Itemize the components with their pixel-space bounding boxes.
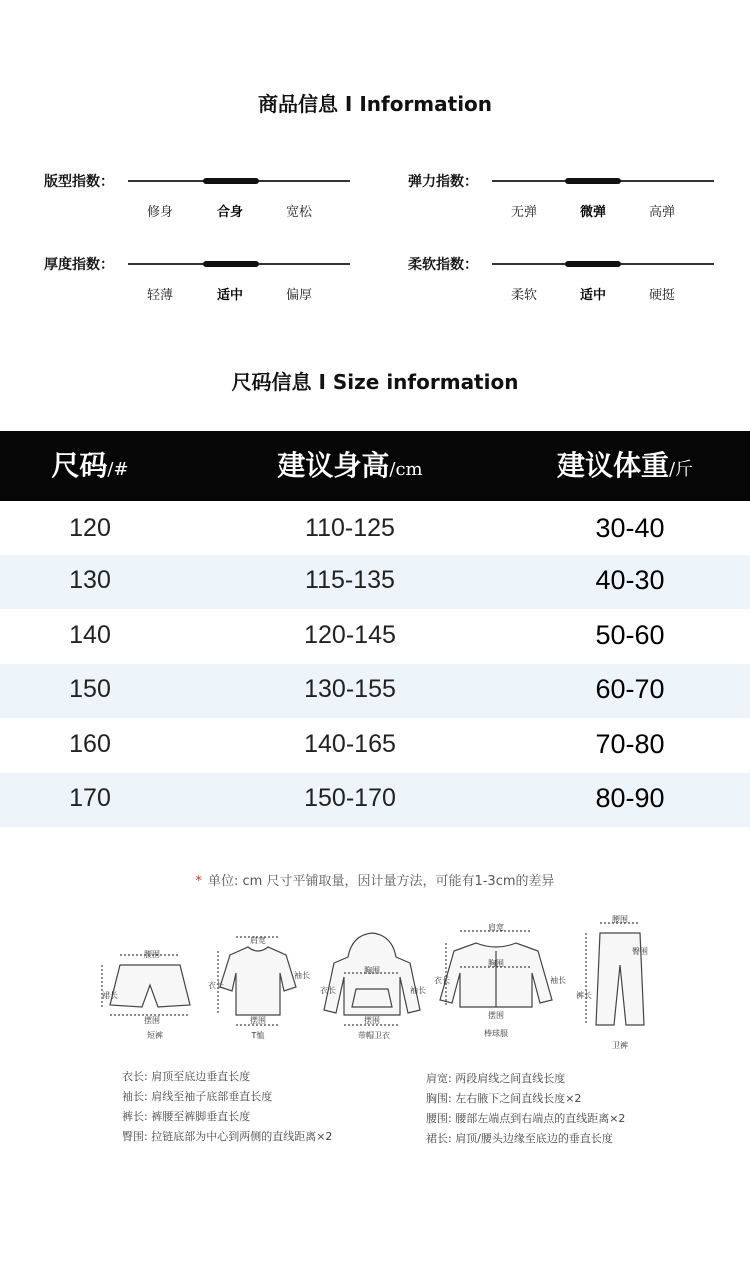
index-option: 轻薄 — [146, 288, 173, 303]
index-option: 柔软 — [510, 288, 537, 303]
header-size — [30, 431, 150, 501]
jacket-label-length: 衣长 — [434, 976, 450, 985]
jacket-label-sleeve: 袖长 — [550, 976, 566, 985]
index-option-selected: 适中 — [216, 288, 243, 303]
cell-weight: 60-70 — [595, 674, 665, 704]
shorts-caption: 短裤 — [147, 1031, 163, 1040]
cell-weight: 40-30 — [595, 565, 665, 595]
index-marker — [203, 261, 259, 267]
hoodie-label-hem: 摆围 — [364, 1016, 380, 1025]
cell-height: 130-155 — [304, 675, 396, 703]
index-label: 厚度指数： — [44, 257, 114, 273]
index-option: 修身 — [146, 205, 173, 220]
jacket-caption: 棒球服 — [484, 1029, 508, 1038]
table-row — [0, 719, 750, 773]
index-marker — [203, 178, 259, 184]
cell-height: 120-145 — [304, 621, 396, 649]
tshirt-label-length: 衣长 — [208, 981, 224, 990]
section-title-product-info: 商品信息 I Information — [257, 92, 493, 116]
cell-height: 115-135 — [305, 566, 395, 594]
cell-size: 170 — [69, 784, 111, 812]
index-option: 偏厚 — [285, 288, 312, 303]
tshirt-label-hem: 摆围 — [250, 1016, 266, 1025]
section-title-size-info: 尺码信息 I Size information — [231, 370, 519, 394]
pants-diagram — [586, 923, 644, 1025]
jacket-label-chest: 胸围 — [488, 959, 504, 968]
cell-size: 150 — [69, 675, 111, 703]
table-row — [0, 664, 750, 718]
table-row — [0, 503, 750, 557]
header-weight-unit: /斤 — [668, 459, 694, 480]
index-marker — [565, 178, 621, 184]
index-option: 无弹 — [510, 205, 537, 220]
shorts-label-length: 裙长 — [102, 991, 118, 1000]
cell-height: 110-125 — [305, 514, 395, 542]
cell-weight: 70-80 — [595, 729, 665, 759]
pants-caption: 卫裤 — [612, 1041, 628, 1050]
shorts-label-waist: 腰围 — [144, 950, 160, 959]
index-label: 版型指数： — [44, 174, 114, 190]
cell-size: 120 — [69, 514, 111, 542]
pants-label-hip: 臀围 — [632, 947, 648, 956]
cell-height: 150-170 — [304, 784, 396, 812]
table-row — [0, 610, 750, 664]
index-label: 柔软指数： — [408, 257, 478, 273]
hoodie-label-sleeve: 袖长 — [410, 986, 426, 995]
table-row — [0, 773, 750, 827]
table-row — [0, 555, 750, 609]
jacket-diagram — [440, 931, 552, 1007]
legend-item: 肩宽: 两段肩线之间直线长度 — [426, 1072, 566, 1085]
header-height-label: 建议身高 — [277, 449, 390, 482]
legend-item: 裤长: 裤腰至裤脚垂直长度 — [122, 1110, 251, 1123]
shorts-diagram — [102, 955, 190, 1015]
index-label: 弹力指数： — [408, 174, 478, 190]
hoodie-diagram — [324, 933, 420, 1025]
index-option-selected: 合身 — [216, 205, 243, 220]
header-height — [230, 431, 470, 501]
pants-label-waist: 腰围 — [612, 915, 628, 924]
index-option-selected: 适中 — [579, 288, 606, 303]
index-option: 宽松 — [285, 205, 312, 220]
hoodie-label-chest: 胸围 — [364, 966, 380, 975]
index-marker — [565, 261, 621, 267]
pants-label-length: 裤长 — [576, 991, 592, 1000]
jacket-label-hem: 摆围 — [488, 1011, 504, 1020]
note-text: 单位: cm 尺寸平铺取量，因计量方法，可能有1-3cm的差异 — [208, 874, 555, 889]
header-size-unit: /# — [107, 459, 129, 480]
legend-item: 腰围: 腰部左端点到右端点的直线距离×2 — [426, 1112, 626, 1125]
header-height-unit: /cm — [389, 459, 423, 480]
index-option-selected: 微弹 — [579, 205, 606, 220]
tshirt-label-sleeve: 袖长 — [294, 971, 310, 980]
cell-size: 140 — [69, 621, 111, 649]
jacket-label-shoulder: 肩宽 — [488, 923, 504, 932]
header-weight-label: 建议体重 — [556, 449, 669, 482]
legend-item: 衣长: 肩顶至底边垂直长度 — [122, 1070, 251, 1083]
header-weight — [520, 431, 730, 501]
hoodie-label-length: 衣长 — [320, 986, 336, 995]
index-option: 高弹 — [648, 205, 675, 220]
legend-item: 裙长: 肩顶/腰头边缘至底边的垂直长度 — [426, 1132, 613, 1145]
cell-height: 140-165 — [304, 730, 396, 758]
cell-weight: 80-90 — [595, 783, 665, 813]
cell-size: 130 — [69, 566, 111, 594]
measurement-note — [0, 870, 750, 889]
size-table-header — [0, 431, 750, 501]
note-star: * — [195, 874, 202, 889]
cell-size: 160 — [69, 730, 111, 758]
legend-item: 胸围: 左右腋下之间直线长度×2 — [426, 1092, 582, 1105]
legend-item: 臀围: 拉链底部为中心到两侧的直线距离×2 — [122, 1130, 333, 1143]
header-size-label: 尺码 — [51, 449, 108, 482]
legend-item: 袖长: 肩线至袖子底部垂直长度 — [122, 1090, 273, 1103]
shorts-label-hem: 摆围 — [144, 1016, 160, 1025]
hoodie-caption: 带帽卫衣 — [358, 1031, 390, 1040]
tshirt-diagram — [218, 937, 296, 1025]
cell-weight: 50-60 — [595, 620, 665, 650]
index-option: 硬挺 — [648, 288, 675, 303]
tshirt-label-shoulder: 肩宽 — [250, 936, 266, 945]
cell-weight: 30-40 — [595, 513, 665, 543]
tshirt-caption: T恤 — [251, 1031, 265, 1040]
